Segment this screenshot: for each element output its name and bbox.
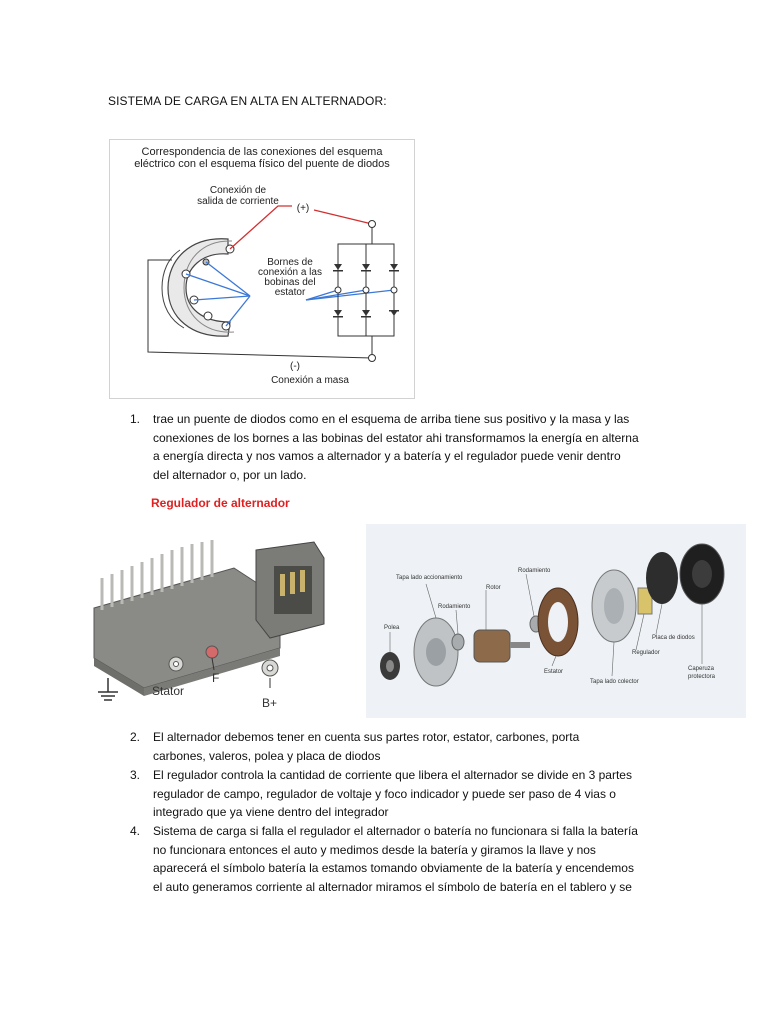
list-item-line: no funcionara entonces el auto y medimos desde la batería y giramos la llave y nos [153, 842, 596, 857]
exploded-drawing [366, 524, 746, 718]
alternator-exploded-view [366, 524, 746, 718]
f-terminal [206, 646, 218, 658]
regulator-photo [84, 528, 358, 718]
pulley-hub [386, 660, 394, 672]
diode-plate [646, 552, 678, 604]
rear-housing-center [604, 588, 624, 624]
list-number: 3. [130, 768, 141, 782]
label-caperuza-line2: protectora [688, 674, 716, 680]
bplus-terminal-hole [267, 665, 273, 671]
document-title: SISTEMA DE CARGA EN ALTA EN ALTERNADOR: [108, 94, 387, 108]
terminals-label-line3: bobinas del [264, 277, 316, 288]
connector-pin [290, 572, 295, 594]
protective-cap-center [692, 560, 712, 588]
output-label-line1: Conexión de [209, 185, 267, 196]
label-rodamiento: Rodamiento [518, 568, 551, 574]
list-item-line: conexiones de los bornes a las bobinas del estator ahi transformamos la energía en alterna [153, 430, 639, 445]
list-item-line: integrado que ya viene dentro del integrador [153, 805, 389, 819]
positive-label: (+) [296, 203, 310, 214]
output-label-line2: salida de corriente [197, 196, 279, 207]
stator-terminal-hole [174, 662, 179, 667]
rotor-shaft [510, 642, 530, 648]
regulator-heading: Regulador de alternador [151, 496, 290, 510]
output-wire-red [230, 206, 292, 249]
diode-bridge-figure [109, 139, 415, 399]
list-item-line: carbones, valeros, polea y placa de diodos [153, 748, 381, 763]
label-placa-diodos: Placa de diodos [652, 635, 695, 641]
label-rodamiento: Rodamiento [438, 604, 471, 610]
label-caperuza-line1: Caperuza [688, 666, 715, 672]
bearing [452, 634, 464, 650]
list-number: 1. [130, 412, 141, 426]
connector-pin [300, 570, 305, 592]
list-item-line: el auto generamos corriente al alternador miramos el símbolo de batería en el tablero y se [153, 879, 632, 894]
label-estator: Estator [544, 669, 564, 675]
label-rotor: Rotor [486, 585, 501, 591]
figure-caption-line1: Correspondencia de las conexiones del esquema [141, 146, 383, 158]
diode-lower-row [333, 310, 399, 318]
label-regulador: Regulador [632, 650, 660, 656]
list-item-line: El alternador debemos tener en cuenta sus partes rotor, estator, carbones, porta [153, 730, 580, 744]
label-tapa-accionamiento: Tapa lado accionamiento [396, 575, 463, 581]
connector-pin [280, 574, 285, 596]
figure-caption-line2: eléctrico con el esquema físico del puente de diodos [134, 158, 390, 170]
f-label: F [212, 671, 220, 685]
negative-label: (-) [290, 361, 300, 372]
stator-label: Stator [152, 684, 185, 698]
list-item-line: regulador de campo, regulador de voltaje y foco indicador y puede ser paso de 4 vias o [153, 786, 616, 801]
ground-label: Conexión a masa [271, 375, 349, 386]
list-item-line: aparecerá el símbolo batería la estamos tomando obviamente de la batería y encendemos [153, 861, 634, 875]
terminals-label-line4: estator [274, 287, 306, 298]
list-number: 2. [130, 730, 141, 744]
terminals-label-line1: Bornes de [267, 257, 313, 268]
stator-bore [548, 602, 568, 642]
list-item-line: trae un puente de diodos como en el esquema de arriba tiene sus positivo y la masa y las [153, 412, 630, 426]
ground-symbol [98, 678, 118, 700]
label-polea: Polea [384, 625, 400, 631]
list-item-line: a energía directa y nos vamos a alternador y a batería y el regulador puede venir dentro [153, 449, 621, 463]
front-housing-center [426, 638, 446, 666]
regulator-drawing [84, 528, 358, 718]
diode-upper-row [333, 264, 399, 272]
list-number: 4. [130, 824, 141, 838]
plate-hole [204, 312, 212, 320]
bplus-label: B+ [262, 696, 278, 710]
label-tapa-colector: Tapa lado colector [590, 679, 639, 685]
output-wire-red [314, 210, 372, 224]
list-item-line: del alternador o, por un lado. [153, 467, 307, 482]
list-item-line: El regulador controla la cantidad de corriente que libera el alternador se divide en 3 partes [153, 768, 632, 782]
list-item-line: Sistema de carga si falla el regulador el alternador o batería no funcionara si falla la batería [153, 824, 638, 838]
terminals-label-line2: conexión a las [258, 267, 322, 278]
rotor-body [474, 630, 510, 662]
